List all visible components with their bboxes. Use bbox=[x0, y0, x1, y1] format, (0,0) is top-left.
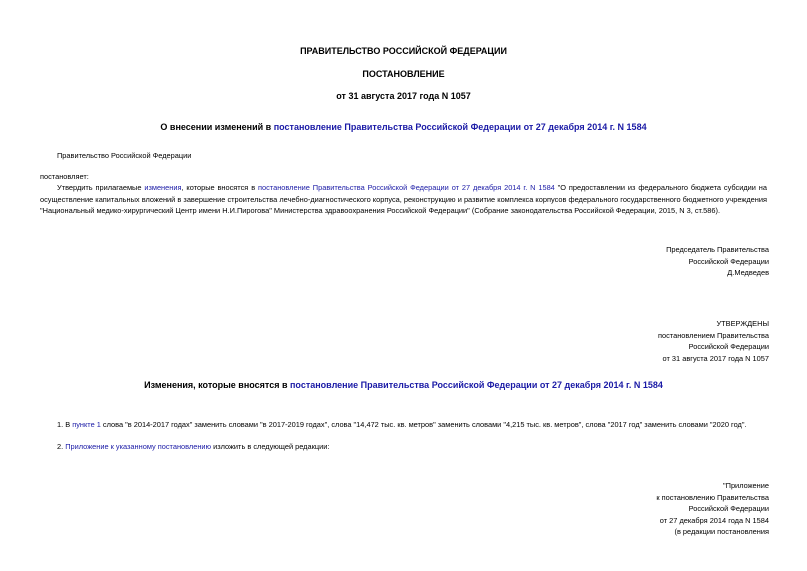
appendix-block bbox=[656, 480, 769, 538]
approved-heading: УТВЕРЖДЕНЫ bbox=[716, 319, 769, 328]
appendix-date: от 27 декабря 2014 года N 1584 bbox=[659, 515, 769, 525]
government-name: ПРАВИТЕЛЬСТВО РОССИЙСКОЙ ФЕДЕРАЦИИ bbox=[300, 46, 507, 56]
approved-by: постановлением Правительства bbox=[658, 330, 769, 340]
appendix-country: Российской Федерации bbox=[688, 504, 769, 513]
item-text: изложить в следующей редакции: bbox=[211, 442, 330, 451]
appendix-heading: "Приложение bbox=[723, 481, 769, 490]
appendix-edition: (в редакции постановления bbox=[674, 527, 769, 536]
link-appendix[interactable]: Приложение bbox=[65, 442, 109, 451]
link-said-resolution[interactable]: указанному постановлению bbox=[115, 442, 212, 451]
approved-country: Российской Федерации bbox=[688, 342, 769, 351]
signature-name: Д.Медведев bbox=[727, 268, 769, 277]
signature-country: Российской Федерации bbox=[688, 256, 769, 266]
document-title-prefix: О внесении изменений в bbox=[160, 122, 274, 132]
item-number: 2. bbox=[57, 442, 66, 451]
signature-block bbox=[666, 244, 769, 279]
changes-title bbox=[0, 380, 807, 390]
appendix-to: к постановлению Правительства bbox=[656, 492, 769, 502]
document-date-number: от 31 августа 2017 года N 1057 bbox=[336, 91, 471, 101]
link-resolution-1584[interactable]: постановление Правительства Российской Федерации от 27 декабря 2014 г. N 1584 bbox=[258, 183, 555, 192]
change-item-2 bbox=[57, 441, 772, 453]
document-title bbox=[0, 122, 807, 132]
preamble-resolves: постановляет: bbox=[40, 172, 89, 181]
preamble-actor: Правительство Российской Федерации bbox=[57, 151, 192, 160]
body-text: Утвердить прилагаемые bbox=[57, 183, 145, 192]
approved-block bbox=[658, 318, 769, 364]
change-item-1 bbox=[57, 419, 772, 431]
changes-title-prefix: Изменения, которые вносятся в bbox=[144, 380, 290, 390]
title-link-resolution-1584[interactable]: постановление Правительства Российской Федерации от 27 декабря 2014 г. N 1584 bbox=[273, 122, 647, 132]
body-paragraph bbox=[40, 182, 767, 217]
signature-title: Председатель Правительства bbox=[666, 245, 769, 254]
link-point-1[interactable]: пункте 1 bbox=[72, 420, 101, 429]
document-type: ПОСТАНОВЛЕНИЕ bbox=[362, 69, 445, 79]
body-text: , которые вносятся в bbox=[181, 183, 258, 192]
changes-title-link[interactable]: постановление Правительства Российской Федерации от 27 декабря 2014 г. N 1584 bbox=[290, 380, 663, 390]
approved-date: от 31 августа 2017 года N 1057 bbox=[662, 353, 769, 363]
link-changes[interactable]: изменения bbox=[144, 183, 182, 192]
body-text: "О предоставлении из федерального бюджета субсидии на осуществление капитальных вложений в завершение строительства лечебно-диагностического корпуса, реконструкцию и развитие комплекса корпусов федерального государственного бюджетного учреждения "Национальный медико-хирургический Центр имени Н.И.Пирогова" Министерства здравоохранения Российской Федерации" (Собрание законодательства Российской Федерации, 2015, N 3, ст.586). bbox=[40, 183, 767, 215]
link-connector[interactable]: к bbox=[108, 442, 116, 451]
item-number: 1. В bbox=[57, 420, 73, 429]
item-text: слова "в 2014-2017 годах" заменить словами "в 2017-2019 годах", слова "14,472 тыс. кв. метров" заменить словами "4,215 тыс. кв. метров", слова "2017 год" заменить словами "2020 год". bbox=[100, 420, 747, 429]
